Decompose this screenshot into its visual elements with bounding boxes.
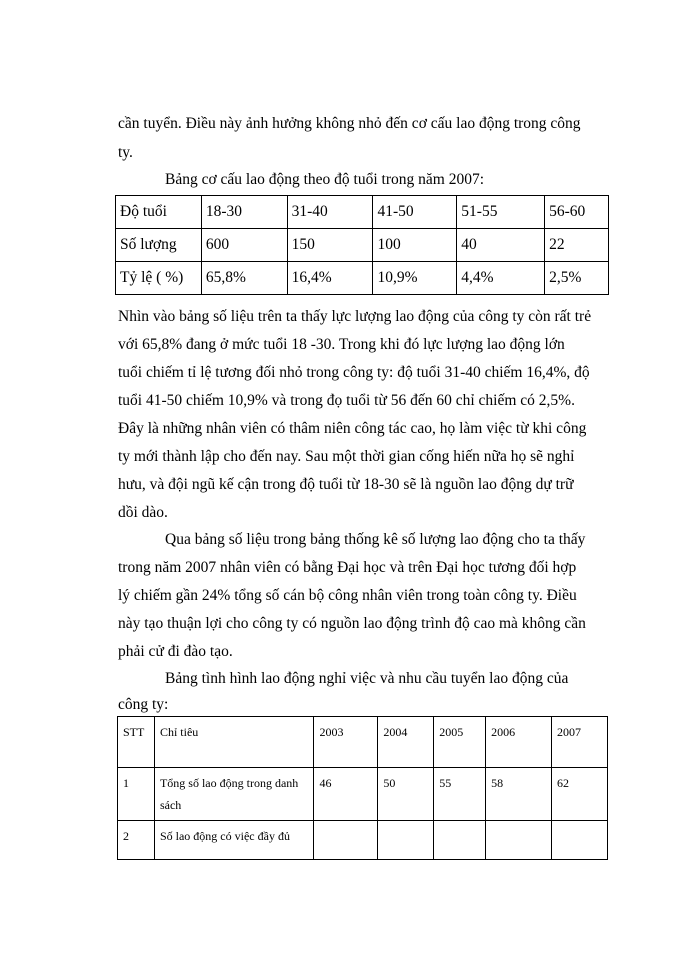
leave-recruitment-table — [117, 716, 608, 860]
table-cell: Độ tuổi — [116, 196, 202, 229]
table-cell: 40 — [457, 229, 545, 262]
table-row — [118, 821, 608, 860]
table-row — [118, 717, 608, 768]
paragraph-line: lý chiếm gần 24% tổng số cán bộ công nhân viên trong toàn công ty. Điều — [118, 587, 577, 604]
table-cell — [552, 821, 608, 860]
table-cell: 56-60 — [545, 196, 609, 229]
table-cell: 22 — [545, 229, 609, 262]
table-cell: 600 — [201, 229, 287, 262]
table-cell: 2007 — [552, 717, 608, 768]
table-cell — [486, 821, 552, 860]
table-cell: 51-55 — [457, 196, 545, 229]
table-cell: Số lao động có việc đầy đủ — [154, 821, 314, 860]
table-row — [118, 768, 608, 821]
paragraph-line: cần tuyển. Điều này ảnh hưởng không nhỏ đến cơ cấu lao động trong công — [118, 115, 581, 132]
table-cell: Chỉ tiêu — [154, 717, 314, 768]
paragraph-line: ty mới thành lập cho đến nay. Sau một thời gian cống hiến nữa họ sẽ nghỉ — [118, 448, 575, 465]
paragraph-line: phải cử đi đào tạo. — [118, 643, 233, 660]
table-row — [116, 262, 609, 295]
table-cell — [314, 821, 378, 860]
paragraph-line: Qua bảng số liệu trong bảng thống kê số lượng lao động cho ta thấy — [165, 531, 586, 548]
table-row — [116, 196, 609, 229]
table-cell — [434, 821, 486, 860]
table-cell: 18-30 — [201, 196, 287, 229]
paragraph-line: hưu, và đội ngũ kế cận trong độ tuổi từ 18-30 sẽ là nguồn lao động dự trữ — [118, 476, 574, 493]
table-cell: 46 — [314, 768, 378, 821]
table-cell: 58 — [486, 768, 552, 821]
table-cell: 55 — [434, 768, 486, 821]
table-cell: Tổng số lao động trong danh sách — [154, 768, 314, 821]
leave-table-caption: công ty: — [118, 696, 169, 713]
paragraph-line: trong năm 2007 nhân viên có bằng Đại học và trên Đại học tương đối hợp — [118, 559, 577, 576]
table-cell: 2,5% — [545, 262, 609, 295]
age-structure-table — [115, 195, 609, 295]
paragraph-line: này tạo thuận lợi cho công ty có nguồn lao động trình độ cao mà không cần — [118, 615, 586, 632]
table-cell: 41-50 — [373, 196, 457, 229]
table-cell: 50 — [378, 768, 434, 821]
table-cell: Số lượng — [116, 229, 202, 262]
table-cell: 2 — [118, 821, 155, 860]
leave-table-caption: Bảng tình hình lao động nghỉ việc và nhu cầu tuyển lao động của — [165, 670, 569, 687]
table-cell: 2006 — [486, 717, 552, 768]
age-table-caption: Bảng cơ cấu lao động theo độ tuổi trong năm 2007: — [165, 171, 484, 188]
table-cell: 10,9% — [373, 262, 457, 295]
paragraph-line: tuổi chiếm tỉ lệ tương đối nhỏ trong công ty: độ tuổi 31-40 chiếm 16,4%, độ — [118, 364, 590, 381]
table-cell: 1 — [118, 768, 155, 821]
paragraph-line: ty. — [118, 144, 133, 161]
table-cell: 150 — [287, 229, 373, 262]
table-cell: 2003 — [314, 717, 378, 768]
table-cell: 31-40 — [287, 196, 373, 229]
paragraph-line: Nhìn vào bảng số liệu trên ta thấy lực lượng lao động của công ty còn rất trẻ — [118, 308, 592, 325]
table-cell: STT — [118, 717, 155, 768]
table-cell: 2004 — [378, 717, 434, 768]
table-cell — [378, 821, 434, 860]
paragraph-line: dồi dào. — [118, 504, 168, 521]
table-cell: 62 — [552, 768, 608, 821]
table-cell: Tỷ lệ ( %) — [116, 262, 202, 295]
table-row — [116, 229, 609, 262]
paragraph-line: tuổi 41-50 chiếm 10,9% và trong đọ tuổi từ 56 đến 60 chỉ chiếm có 2,5%. — [118, 392, 575, 409]
paragraph-line: Đây là những nhân viên có thâm niên công tác cao, họ làm việc từ khi công — [118, 420, 587, 437]
table-cell: 65,8% — [201, 262, 287, 295]
paragraph-line: với 65,8% đang ở mức tuổi 18 -30. Trong khi đó lực lượng lao động lớn — [118, 336, 565, 353]
table-cell: 16,4% — [287, 262, 373, 295]
table-cell: 2005 — [434, 717, 486, 768]
table-cell: 4,4% — [457, 262, 545, 295]
table-cell: 100 — [373, 229, 457, 262]
